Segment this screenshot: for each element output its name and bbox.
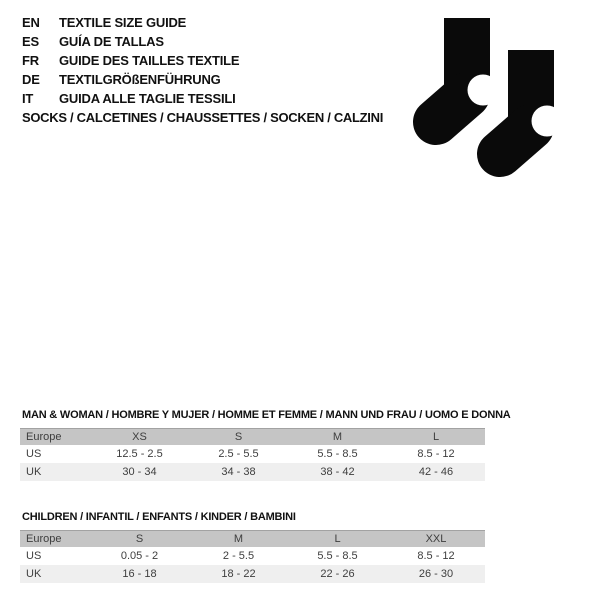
column-header: L (334, 532, 341, 545)
table-header-row (20, 531, 485, 547)
language-code: IT (22, 91, 34, 106)
table-row (20, 445, 485, 463)
language-row (22, 70, 239, 89)
sock-left (436, 18, 499, 122)
language-label: TEXTILE SIZE GUIDE (59, 15, 187, 30)
language-label: GUIDE DES TAILLES TEXTILE (59, 53, 240, 68)
column-header: Europe (26, 532, 62, 545)
size-value: 42 - 46 (418, 465, 454, 478)
size-table (20, 530, 485, 583)
column-header: Europe (26, 430, 62, 443)
region-label: UK (26, 567, 42, 580)
language-row (22, 13, 239, 32)
column-header: XS (132, 430, 147, 443)
column-header: XXL (425, 532, 447, 545)
size-value: 2.5 - 5.5 (218, 447, 259, 460)
language-code: DE (22, 72, 40, 87)
table-header-row (20, 429, 485, 445)
size-value: 5.5 - 8.5 (317, 549, 358, 562)
language-label: GUIDA ALLE TAGLIE TESSILI (59, 91, 236, 106)
language-code: FR (22, 53, 39, 68)
size-table (20, 428, 485, 481)
language-code: EN (22, 15, 40, 30)
size-value: 26 - 30 (418, 567, 454, 580)
size-value: 38 - 42 (320, 465, 355, 478)
size-table-section (20, 409, 511, 481)
size-value: 22 - 26 (320, 567, 355, 580)
region-label: US (26, 447, 42, 460)
socks-icon (400, 0, 580, 190)
language-list (22, 13, 239, 108)
size-value: 8.5 - 12 (417, 447, 455, 460)
size-value: 8.5 - 12 (417, 549, 455, 562)
column-header: S (234, 430, 243, 443)
region-label: US (26, 549, 42, 562)
language-label: TEXTILGRÖßENFÜHRUNG (59, 72, 221, 87)
size-value: 16 - 18 (122, 567, 157, 580)
category-heading: SOCKS / CALCETINES / CHAUSSETTES / SOCKEN / CALZINI (22, 110, 384, 125)
section-title: CHILDREN / INFANTIL / ENFANTS / KINDER / BAMBINI (22, 511, 296, 523)
size-value: 18 - 22 (221, 567, 256, 580)
table-row (20, 565, 485, 583)
size-value: 34 - 38 (221, 465, 256, 478)
sock-right (500, 50, 563, 154)
size-value: 12.5 - 2.5 (116, 447, 163, 460)
size-table-section (20, 511, 485, 583)
column-header: M (332, 430, 343, 443)
language-row (22, 89, 239, 108)
size-value: 0.05 - 2 (120, 549, 159, 562)
size-value: 2 - 5.5 (222, 549, 255, 562)
language-row (22, 51, 239, 70)
size-value: 30 - 34 (122, 465, 157, 478)
column-header: M (233, 532, 244, 545)
table-row (20, 463, 485, 481)
table-row (20, 547, 485, 565)
column-header: S (135, 532, 144, 545)
section-title: MAN & WOMAN / HOMBRE Y MUJER / HOMME ET FEMME / MANN UND FRAU / UOMO E DONNA (22, 409, 511, 421)
size-value: 5.5 - 8.5 (317, 447, 358, 460)
language-row (22, 32, 239, 51)
language-label: GUÍA DE TALLAS (59, 34, 164, 49)
region-label: UK (26, 465, 42, 478)
language-code: ES (22, 34, 39, 49)
column-header: L (432, 430, 440, 443)
